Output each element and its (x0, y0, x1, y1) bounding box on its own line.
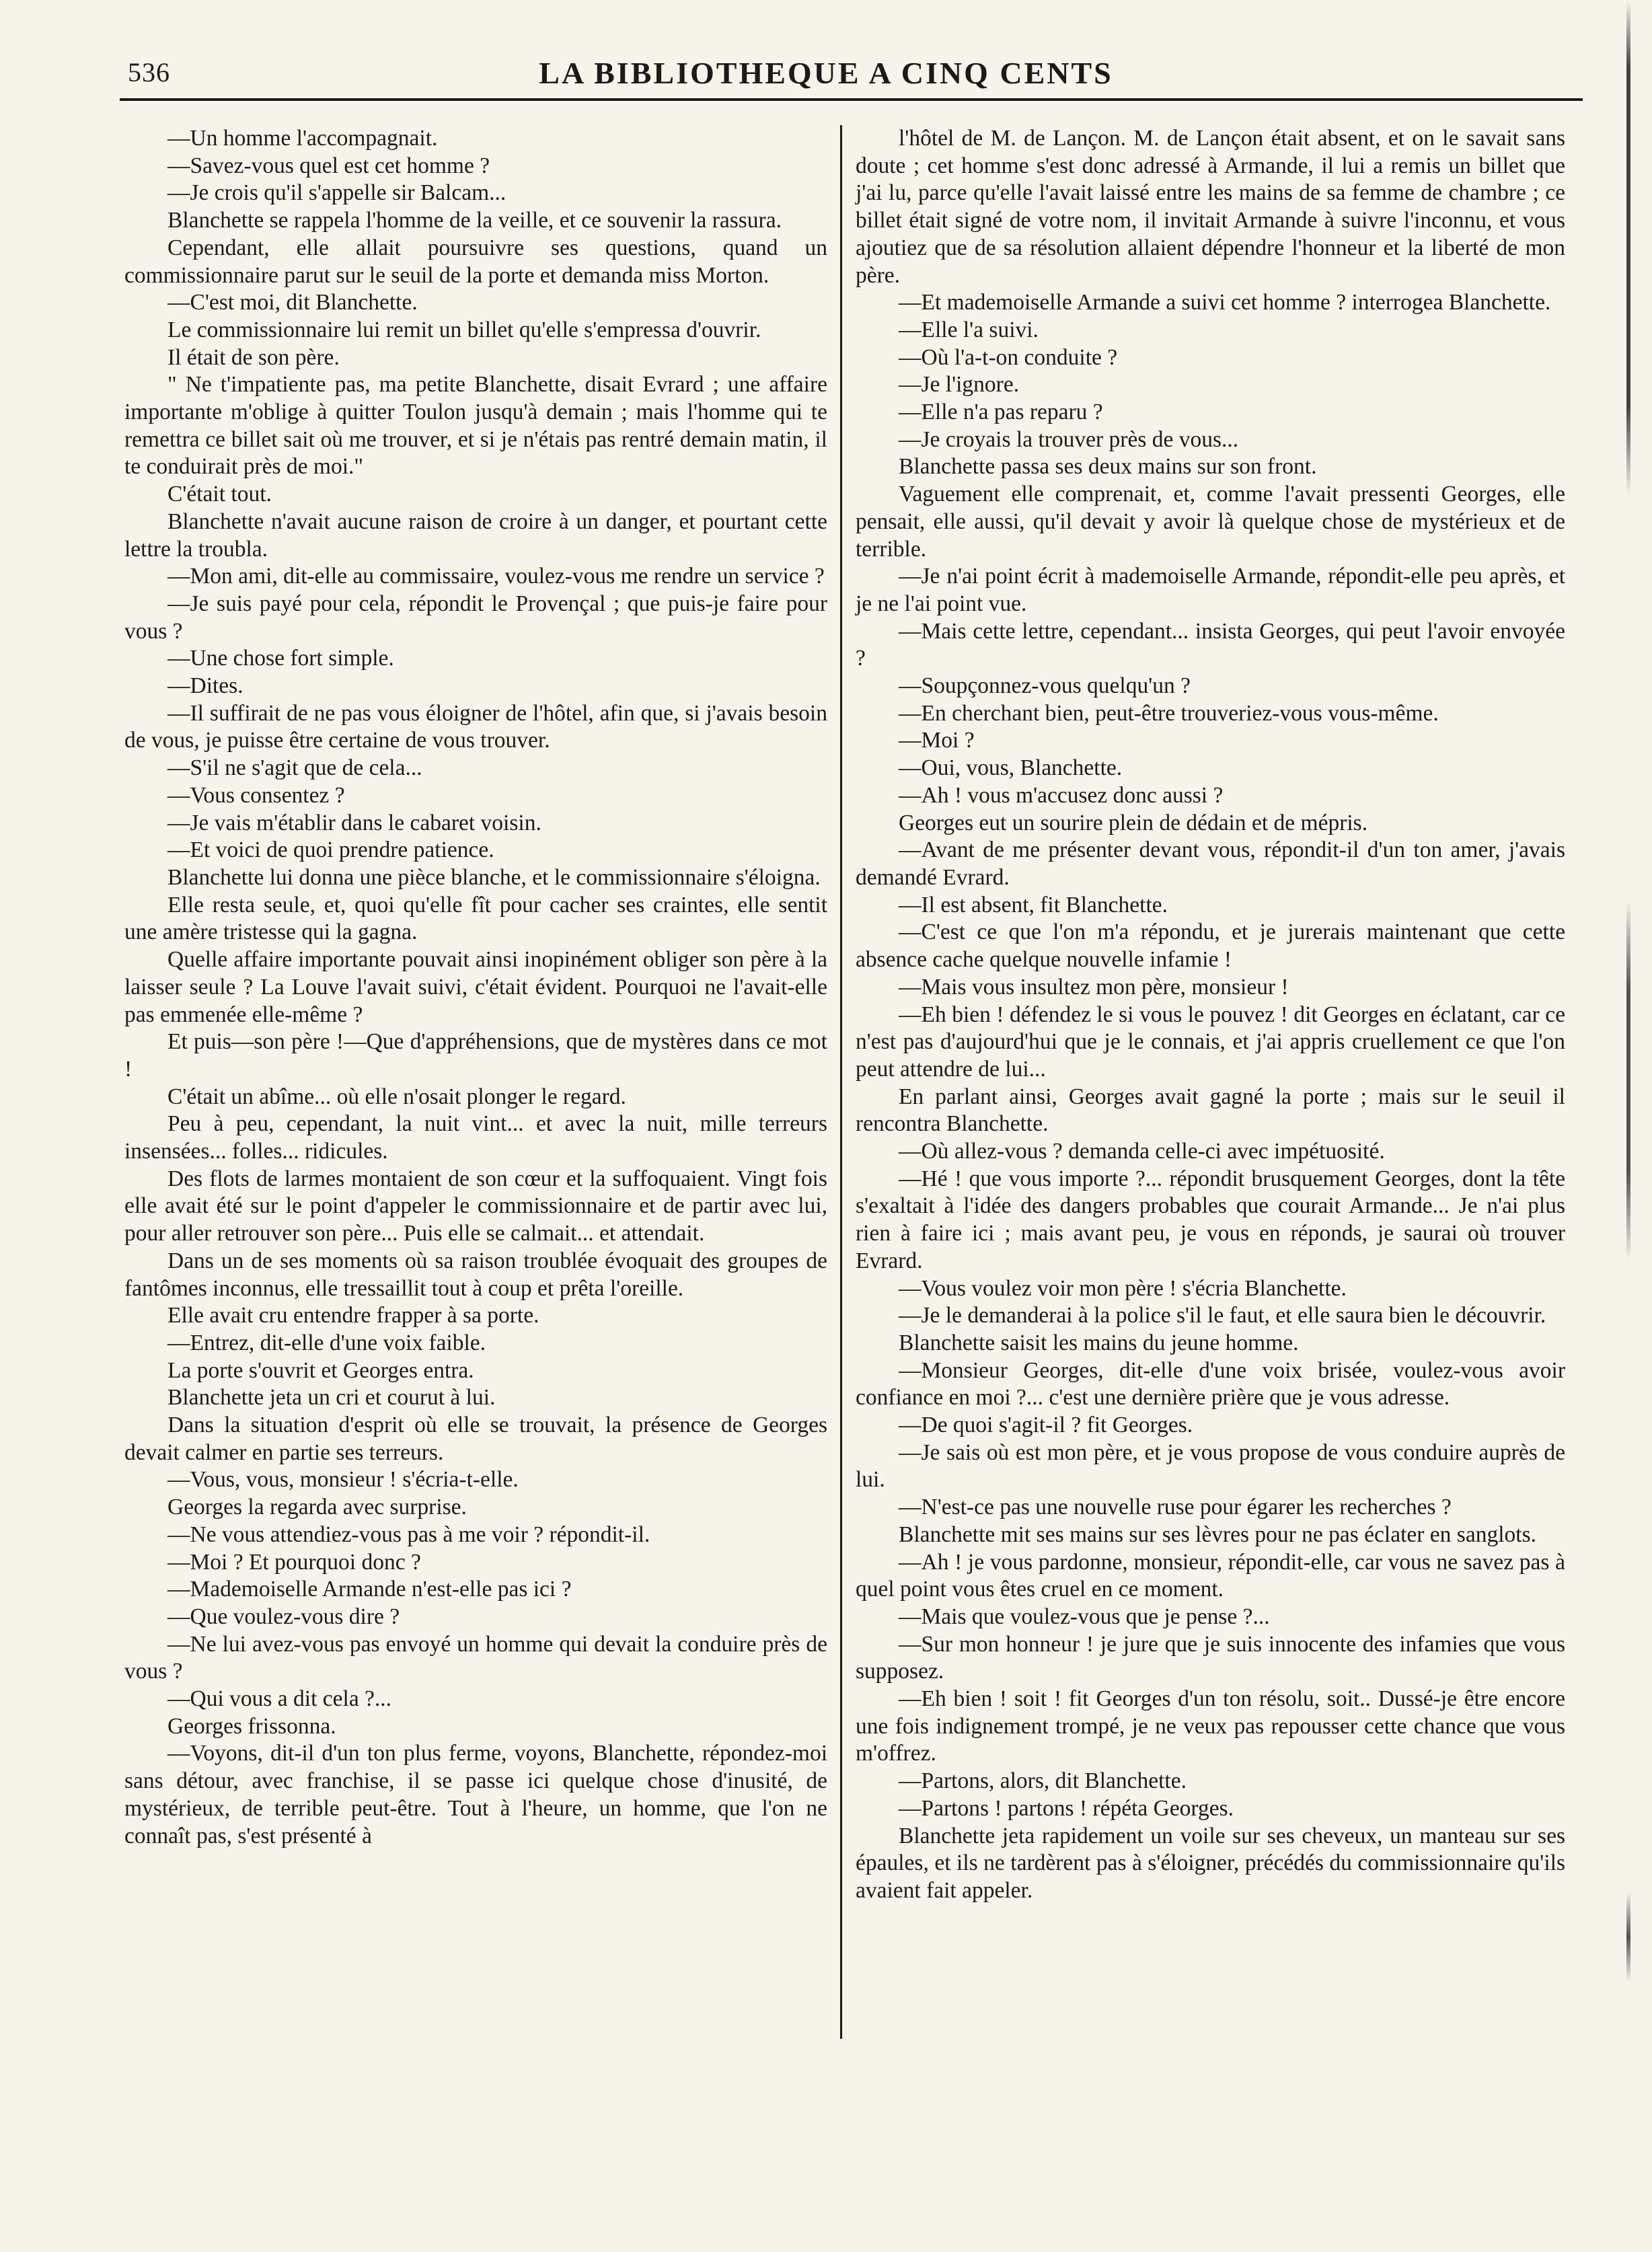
page-number: 536 (128, 57, 170, 87)
paragraph: —Ne vous attendiez-vous pas à me voir ? répondit-il. (167, 1522, 650, 1547)
paragraph: C'était tout. (167, 482, 272, 507)
running-head: LA BIBLIOTHEQUE A CINQ CENTS (539, 56, 1113, 90)
paragraph: —Elle n'a pas reparu ? (899, 400, 1103, 425)
paragraph: Le commissionnaire lui remit un billet qu'elle s'empressa d'ouvrir. (167, 317, 761, 342)
paragraph: —Moi ? (899, 728, 975, 753)
paragraph: —Et voici de quoi prendre patience. (167, 837, 494, 863)
paragraph: Elle avait cru entendre frapper à sa porte. (167, 1303, 539, 1328)
paragraph: —Ne lui avez-vous pas envoyé un homme qui devait la conduire près de vous ? (124, 1631, 827, 1684)
paragraph: —Ah ! je vous pardonne, monsieur, répondit-elle, car vous ne savez pas à quel point vous êtes cruel en ce moment. (856, 1549, 1565, 1602)
paragraph: —N'est-ce pas une nouvelle ruse pour égarer les recherches ? (899, 1495, 1452, 1520)
paragraph: —Elle l'a suivi. (899, 317, 1039, 342)
paragraph: —Je sais où est mon père, et je vous propose de vous conduire auprès de lui. (856, 1439, 1565, 1493)
paragraph: —Entrez, dit-elle d'une voix faible. (167, 1330, 486, 1355)
paragraph: —Eh bien ! soit ! fit Georges d'un ton résolu, soit.. Dussé-je être encore une fois indignement trompé, je ne veux pas repousser cette chance que vous m'offrez. (856, 1686, 1565, 1766)
paragraph: Cependant, elle allait poursuivre ses questions, quand un commissionnaire parut sur le seuil de la porte et demanda miss Morton. (124, 235, 827, 288)
paragraph: l'hôtel de M. de Lançon. M. de Lançon était absent, et on le savait sans doute ; cet homme s'est donc adressé à Armande, il lui a remis un billet que j'ai lu, parce qu'elle l'avait laissé entre les mains de sa femme de chambre ; ce billet était signé de votre nom, il invitait Armande à suivre l'inconnu, et vous ajoutiez que de sa résolution allaient dépendre l'honneur et la liberté de mon père. (856, 126, 1565, 288)
paragraph: —Vous voulez voir mon père ! s'écria Blanchette. (899, 1275, 1347, 1301)
paragraph: Et puis—son père !—Que d'appréhensions, que de mystères dans ce mot ! (124, 1029, 827, 1082)
paragraph: Georges eut un sourire plein de dédain et de mépris. (899, 810, 1368, 835)
paragraph: —Mon ami, dit-elle au commissaire, voulez-vous me rendre un service ? (167, 564, 825, 589)
paragraph: Blanchette saisit les mains du jeune homme. (899, 1330, 1299, 1355)
paragraph: —Hé ! que vous importe ?... répondit brusquement Georges, dont la tête s'exaltait à l'idée des dangers probables que courait Armande... Je n'ai plus rien à faire ici ; mais avant peu, je vous en réponds, je saurai où trouver Evrard. (856, 1166, 1565, 1273)
paragraph: —Où l'a-t-on conduite ? (899, 344, 1118, 370)
paragraph: Blanchette passa ses deux mains sur son front. (899, 454, 1317, 480)
paragraph: —Oui, vous, Blanchette. (899, 755, 1123, 781)
paragraph: Georges frissonna. (167, 1713, 336, 1739)
paragraph: —Un homme l'accompagnait. (167, 126, 438, 151)
paragraph: —En cherchant bien, peut-être trouveriez-vous vous-même. (899, 700, 1439, 726)
paragraph: —Mais que voulez-vous que je pense ?... (899, 1604, 1270, 1629)
paragraph: Georges la regarda avec surprise. (167, 1495, 467, 1520)
paragraph: —Je vais m'établir dans le cabaret voisin. (167, 810, 541, 835)
paragraph: —Où allez-vous ? demanda celle-ci avec impétuosité. (899, 1139, 1385, 1164)
paragraph: Blanchette jeta rapidement un voile sur ses cheveux, un manteau sur ses épaules, et ils ne tardèrent pas à s'éloigner, précédés du commissionnaire qu'ils avaient fait appeler. (856, 1823, 1565, 1903)
paragraph: —Vous consentez ? (167, 782, 345, 808)
paragraph: —Il suffirait de ne pas vous éloigner de l'hôtel, afin que, si j'avais besoin de vous, je puisse être certaine de vous trouver. (124, 700, 827, 753)
paragraph: —Avant de me présenter devant vous, répondit-il d'un ton amer, j'avais demandé Evrard. (856, 837, 1565, 890)
paragraph: —Je crois qu'il s'appelle sir Balcam... (167, 180, 506, 206)
paragraph: —Que voulez-vous dire ? (167, 1604, 400, 1629)
paragraph: En parlant ainsi, Georges avait gagné la porte ; mais sur le seuil il rencontra Blanchette. (856, 1084, 1565, 1137)
paragraph: —Et mademoiselle Armande a suivi cet homme ? interrogea Blanchette. (899, 290, 1551, 315)
paragraph: Quelle affaire importante pouvait ainsi inopinément obliger son père à la laisser seule ? La Louve l'avait suivi, c'était évident. Pourquoi ne l'avait-elle pas emmenée elle-même ? (124, 947, 827, 1027)
paragraph: Blanchette n'avait aucune raison de croire à un danger, et pourtant cette lettre la troubla. (124, 509, 827, 562)
paragraph: Vaguement elle comprenait, et, comme l'avait pressenti Georges, elle pensait, elle aussi, qu'il devait y avoir là quelque chose de mystérieux et de terrible. (856, 482, 1565, 562)
paragraph: Blanchette jeta un cri et courut à lui. (167, 1385, 496, 1411)
paragraph: —Partons ! partons ! répéta Georges. (899, 1795, 1234, 1821)
paragraph: —Ah ! vous m'accusez donc aussi ? (899, 782, 1224, 808)
paragraph: —Mais vous insultez mon père, monsieur ! (899, 974, 1289, 1000)
paragraph: —Voyons, dit-il d'un ton plus ferme, voyons, Blanchette, répondez-moi sans détour, avec franchise, il se passe ici quelque chose d'inusité, de mystérieux, de terrible peut-être. Tout à l'heure, un homme, que l'on ne connaît pas, s'est présenté à (124, 1741, 827, 1848)
paragraph: —De quoi s'agit-il ? fit Georges. (899, 1413, 1193, 1438)
paragraph: —Une chose fort simple. (167, 646, 394, 671)
paragraph: —Je n'ai point écrit à mademoiselle Armande, répondit-elle peu après, et je ne l'ai point vue. (856, 564, 1565, 616)
paragraph: —S'il ne s'agit que de cela... (167, 755, 422, 781)
paragraph: —Moi ? Et pourquoi donc ? (167, 1549, 421, 1575)
paragraph: —Mademoiselle Armande n'est-elle pas ici ? (167, 1577, 572, 1602)
paragraph: —Je suis payé pour cela, répondit le Provençal ; que puis-je faire pour vous ? (124, 591, 827, 644)
paragraph: —Soupçonnez-vous quelqu'un ? (899, 673, 1191, 699)
paragraph: —Dites. (167, 673, 243, 699)
paragraph: —Sur mon honneur ! je jure que je suis innocente des infamies que vous supposez. (856, 1631, 1565, 1684)
right-column (856, 125, 1565, 1905)
paragraph: —Savez-vous quel est cet homme ? (167, 153, 490, 178)
paragraph: Peu à peu, cependant, la nuit vint... et avec la nuit, mille terreurs insensées... folles... ridicules. (124, 1111, 827, 1164)
left-column (124, 125, 827, 1850)
paragraph: Il était de son père. (167, 344, 340, 370)
paragraph: C'était un abîme... où elle n'osait plonger le regard. (167, 1084, 626, 1109)
paragraph: Elle resta seule, et, quoi qu'elle fît pour cacher ses craintes, elle sentit une amère tristesse qui la gagna. (124, 892, 827, 945)
paragraph: —Je l'ignore. (899, 372, 1020, 398)
column-divider (840, 125, 842, 2039)
paragraph: Dans un de ses moments où sa raison troublée évoquait des groupes de fantômes inconnus, elle tressaillit tout à coup et prêta l'oreille. (124, 1248, 827, 1301)
paragraph: " Ne t'impatiente pas, ma petite Blanchette, disait Evrard ; une affaire importante m'oblige à quitter Toulon jusqu'à demain ; mais l'homme qui te remettra ce billet sait où me trouver, et si je n'étais pas rentré demain matin, il te conduirait près de moi." (124, 372, 827, 480)
paragraph: La porte s'ouvrit et Georges entra. (167, 1357, 474, 1383)
paragraph: —C'est moi, dit Blanchette. (167, 290, 418, 315)
paragraph: —Vous, vous, monsieur ! s'écria-t-elle. (167, 1467, 519, 1493)
paragraph: —Je croyais la trouver près de vous... (899, 426, 1239, 452)
paragraph: —Eh bien ! défendez le si vous le pouvez ! dit Georges en éclatant, car ce n'est pas d'aujourd'hui que je le connais, et j'ai appris cruellement ce que l'on peut attendre de lui... (856, 1002, 1565, 1082)
paragraph: —Je le demanderai à la police s'il le faut, et elle saura bien le découvrir. (899, 1303, 1546, 1328)
paragraph: Des flots de larmes montaient de son cœur et la suffoquaient. Vingt fois elle avait été sur le point d'appeler le commissionnaire et de partir avec lui, pour aller retrouver son père... Puis elle se calmait... et attendait. (124, 1166, 827, 1246)
page-edge-marks (1626, 0, 1630, 2252)
paragraph: —C'est ce que l'on m'a répondu, et je jurerais maintenant que cette absence cache quelque nouvelle infamie ! (856, 919, 1565, 973)
paragraph: —Mais cette lettre, cependant... insista Georges, qui peut l'avoir envoyée ? (856, 618, 1565, 671)
paragraph: Blanchette se rappela l'homme de la veille, et ce souvenir la rassura. (167, 208, 782, 233)
paragraph: —Qui vous a dit cela ?... (167, 1686, 392, 1712)
paragraph: Blanchette lui donna une pièce blanche, et le commissionnaire s'éloigna. (167, 864, 821, 890)
paragraph: —Partons, alors, dit Blanchette. (899, 1768, 1187, 1794)
paragraph: —Monsieur Georges, dit-elle d'une voix brisée, voulez-vous avoir confiance en moi ?... c'est une dernière prière que je vous adresse. (856, 1357, 1565, 1411)
header-rule (120, 98, 1583, 101)
paragraph: Dans la situation d'esprit où elle se trouvait, la présence de Georges devait calmer en partie ses terreurs. (124, 1413, 827, 1465)
paragraph: —Il est absent, fit Blanchette. (899, 892, 1168, 917)
paragraph: Blanchette mit ses mains sur ses lèvres pour ne pas éclater en sanglots. (899, 1522, 1536, 1547)
